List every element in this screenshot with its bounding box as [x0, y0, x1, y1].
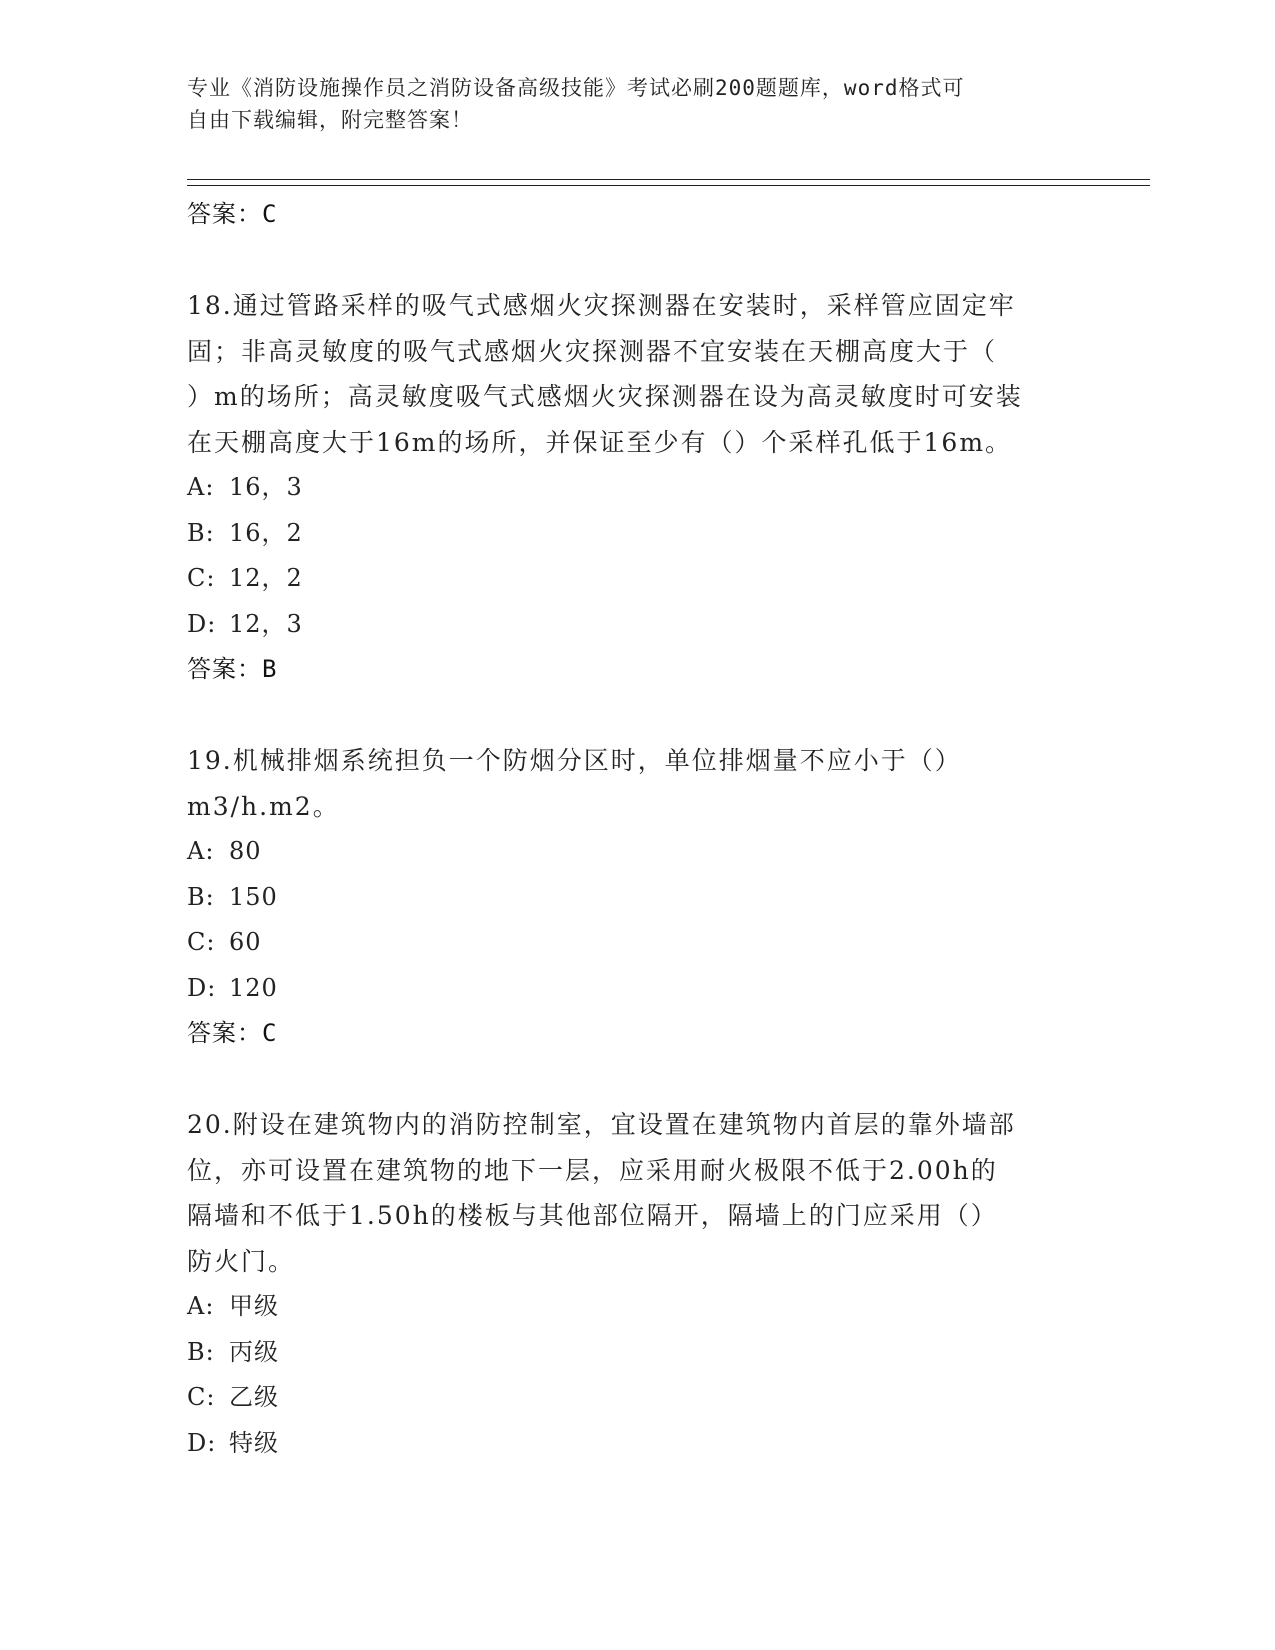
- option-letter: C:: [187, 564, 216, 592]
- option-letter: A:: [187, 1292, 215, 1320]
- option-a: [187, 1284, 1087, 1330]
- option-a: [187, 829, 1087, 875]
- header-line-1: 专业《消防设施操作员之消防设备高级技能》考试必刷200题题库，word格式可: [187, 76, 965, 100]
- option-text: 12，3: [229, 609, 303, 638]
- previous-answer: 答案：C: [187, 200, 278, 228]
- option-text: 120: [229, 973, 278, 1002]
- option-text: 丙级: [229, 1337, 279, 1366]
- option-text: 乙级: [229, 1383, 279, 1411]
- document-body: [187, 192, 1087, 1466]
- question-line: 位，亦可设置在建筑物的地下一层，应采用耐火极限不低于2.00h的: [187, 1155, 998, 1185]
- option-letter: C:: [187, 928, 216, 956]
- option-letter: B:: [187, 1337, 215, 1366]
- option-letter: B:: [187, 882, 215, 911]
- question-line: 18.通过管路采样的吸气式感烟火灾探测器在安装时，采样管应固定牢: [187, 291, 1016, 320]
- option-a: [187, 465, 1087, 511]
- option-text: 80: [229, 837, 262, 865]
- question-line: 在天棚高度大于16m的场所，并保证至少有（）个采样孔低于16m。: [187, 427, 1013, 457]
- question-19: [187, 738, 1087, 1056]
- question-text: [187, 1102, 1087, 1284]
- option-text: 12，2: [229, 564, 303, 592]
- option-b: [187, 875, 1087, 921]
- option-letter: C:: [187, 1383, 216, 1411]
- option-b: [187, 1330, 1087, 1376]
- question-text: [187, 283, 1087, 465]
- option-letter: A:: [187, 473, 215, 501]
- question-line: 20.附设在建筑物内的消防控制室，宜设置在建筑物内首层的靠外墙部: [187, 1110, 1016, 1139]
- header-line-2: 自由下载编辑，附完整答案！: [187, 108, 473, 132]
- option-text: 甲级: [229, 1292, 279, 1320]
- option-c: [187, 556, 1087, 602]
- option-b: [187, 511, 1087, 557]
- question-line: ）m的场所；高灵敏度吸气式感烟火灾探测器在设为高灵敏度时可安装: [187, 382, 1023, 411]
- option-text: 特级: [229, 1428, 279, 1457]
- option-text: 16，3: [229, 473, 303, 501]
- answer-18: 答案：B: [187, 655, 278, 683]
- option-text: 60: [229, 928, 262, 956]
- option-d: [187, 966, 1087, 1012]
- question-line: 隔墙和不低于1.50h的楼板与其他部位隔开，隔墙上的门应采用（）: [187, 1201, 998, 1230]
- question-line: 固；非高灵敏度的吸气式感烟火灾探测器不宜安装在天棚高度大于（: [187, 336, 998, 366]
- question-18: [187, 283, 1087, 692]
- question-20: [187, 1102, 1087, 1466]
- question-text: [187, 738, 1087, 829]
- option-letter: D:: [187, 973, 217, 1002]
- option-text: 150: [229, 882, 278, 911]
- option-d: [187, 602, 1087, 648]
- option-text: 16，2: [229, 518, 303, 547]
- option-letter: A:: [187, 837, 215, 865]
- question-line: 防火门。: [187, 1246, 296, 1276]
- page-header: [187, 72, 1067, 136]
- answer-19: 答案：C: [187, 1019, 278, 1047]
- option-letter: B:: [187, 518, 215, 547]
- question-line: 19.机械排烟系统担负一个防烟分区时，单位排烟量不应小于（）: [187, 746, 962, 775]
- option-c: [187, 1375, 1087, 1421]
- option-d: [187, 1421, 1087, 1467]
- option-letter: D:: [187, 609, 217, 638]
- option-letter: D:: [187, 1428, 217, 1457]
- option-c: [187, 920, 1087, 966]
- header-divider: [187, 179, 1150, 186]
- question-line: m3/h.m2。: [187, 791, 340, 821]
